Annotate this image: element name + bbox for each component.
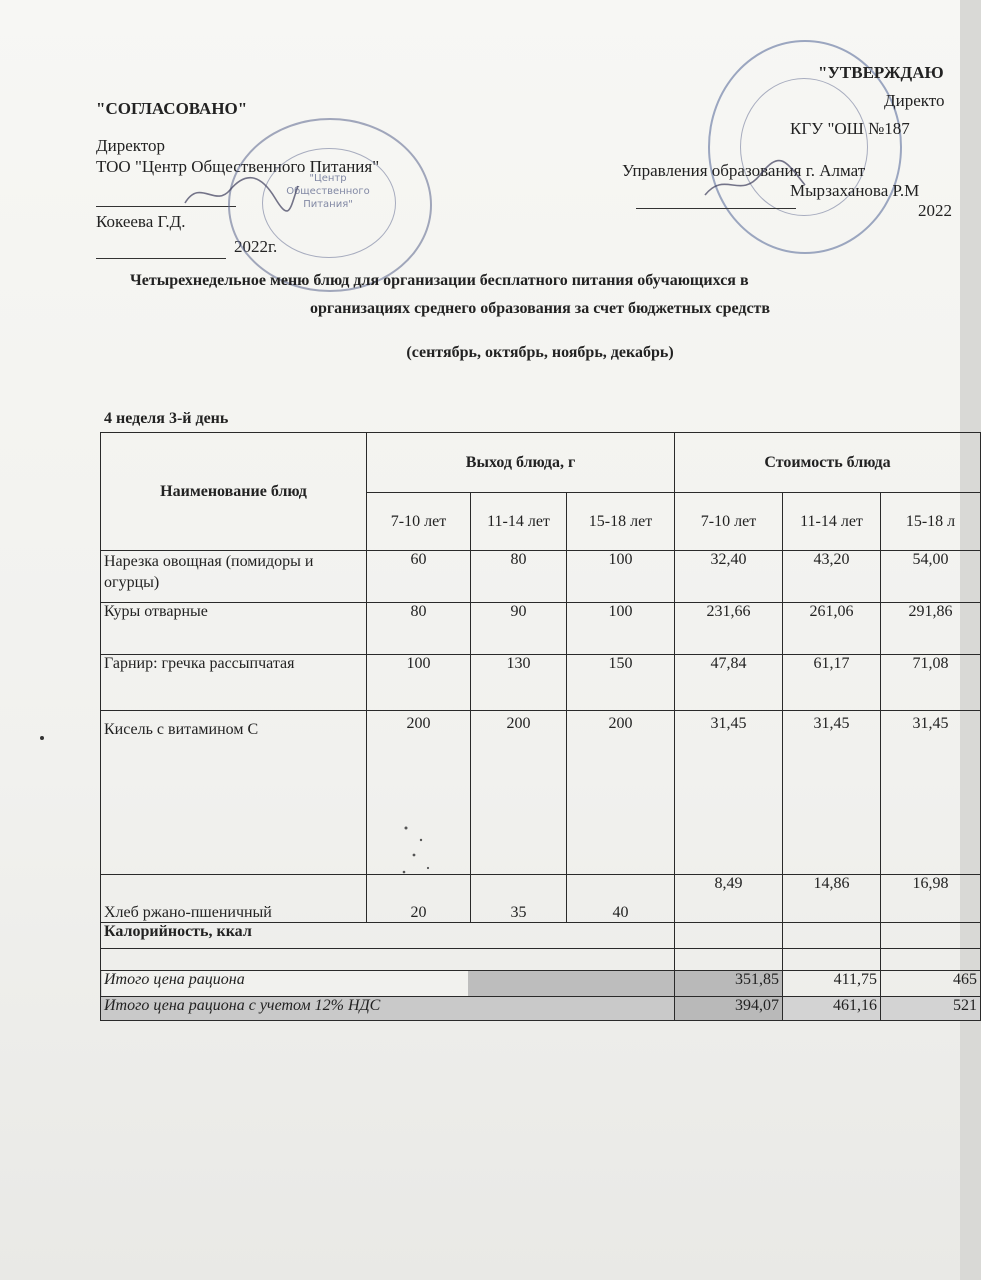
left-signatory-name: Кокеева Г.Д.	[96, 212, 186, 231]
cell-value: 130	[471, 655, 567, 711]
calories-label: Калорийность, ккал	[101, 923, 675, 949]
right-signatory-name: Мырзаханова Р.М	[790, 181, 920, 200]
table-row	[101, 551, 981, 603]
cell-empty	[675, 949, 783, 971]
cell-value: 261,06	[783, 603, 881, 655]
cell-value: 32,40	[675, 551, 783, 603]
title-line-3: (сентябрь, октябрь, ноябрь, декабрь)	[406, 344, 674, 361]
ink-dot	[40, 736, 44, 740]
cell-value: 31,45	[881, 711, 981, 875]
cell-value: 200	[367, 711, 471, 875]
cell-value: 80	[367, 603, 471, 655]
dish-name: Хлеб ржано-пшеничный	[101, 875, 367, 923]
cell-value: 200	[567, 711, 675, 875]
calories-row	[101, 923, 981, 949]
cell-empty	[675, 923, 783, 949]
title-line-2: организациях среднего образования за счет бюджетных средств	[309, 300, 771, 317]
right-year: 2022	[918, 201, 952, 220]
dish-name: Нарезка овощная (помидоры и огурцы)	[101, 551, 367, 603]
cell-value: 90	[471, 603, 567, 655]
cell-value: 61,17	[783, 655, 881, 711]
vat-row	[101, 997, 981, 1021]
cell-value: 291,86	[881, 603, 981, 655]
cell-value: 100	[567, 551, 675, 603]
menu-table	[100, 432, 981, 1021]
cell-value: 47,84	[675, 655, 783, 711]
table-row	[101, 711, 981, 875]
ink-specks	[396, 820, 446, 880]
cell-value: 16,98	[881, 875, 981, 923]
age-header: 11-14 лет	[783, 493, 881, 551]
cell-value: 43,20	[783, 551, 881, 603]
total-row	[101, 971, 981, 997]
spacer-row	[101, 949, 981, 971]
age-header: 15-18 лет	[567, 493, 675, 551]
title-line-1: Четырехнедельное меню блюд для организации бесплатного питания обучающихся в	[130, 272, 749, 289]
total-label: Итого цена рациона	[101, 971, 675, 997]
total-value: 411,75	[783, 971, 881, 997]
approved-heading: "УТВЕРЖДАЮ	[818, 63, 944, 82]
dish-name: Гарнир: гречка рассыпчатая	[101, 655, 367, 711]
cell-value: 150	[567, 655, 675, 711]
cell-value: 231,66	[675, 603, 783, 655]
dish-name: Кисель с витамином С	[101, 711, 367, 875]
right-organization: КГУ "ОШ №187	[790, 119, 910, 138]
age-header: 11-14 лет	[471, 493, 567, 551]
vat-value: 461,16	[783, 997, 881, 1021]
cell-value: 35	[471, 875, 567, 923]
cell-value: 100	[367, 655, 471, 711]
col-header-name: Наименование блюд	[101, 433, 367, 551]
cell-empty	[881, 949, 981, 971]
right-department: Управления образования г. Алмат	[622, 161, 866, 180]
agreed-heading: "СОГЛАСОВАНО"	[96, 99, 248, 118]
cell-empty	[783, 949, 881, 971]
table-header-row	[101, 433, 981, 493]
right-signature	[700, 150, 810, 210]
vat-value: 521	[881, 997, 981, 1021]
age-header: 7-10 лет	[367, 493, 471, 551]
table-row	[101, 655, 981, 711]
left-signature	[180, 168, 300, 218]
day-label: 4 неделя 3-й день	[104, 410, 229, 427]
cell-value: 60	[367, 551, 471, 603]
left-year: 2022г.	[234, 237, 278, 256]
left-organization: ТОО "Центр Общественного Питания"	[96, 157, 380, 176]
left-date-line	[96, 258, 226, 259]
cell-value: 8,49	[675, 875, 783, 923]
cell-empty	[881, 923, 981, 949]
dish-name: Куры отварные	[101, 603, 367, 655]
age-header: 15-18 л	[881, 493, 981, 551]
cell-value: 100	[567, 603, 675, 655]
left-position: Директор	[96, 136, 165, 155]
total-value: 351,85	[675, 971, 783, 997]
total-value: 465	[881, 971, 981, 997]
cell-value: 31,45	[783, 711, 881, 875]
age-header: 7-10 лет	[675, 493, 783, 551]
cell-value: 40	[567, 875, 675, 923]
cell-value: 71,08	[881, 655, 981, 711]
table-row	[101, 603, 981, 655]
cell-value: 200	[471, 711, 567, 875]
cell-value: 14,86	[783, 875, 881, 923]
cell-empty	[783, 923, 881, 949]
left-stamp-text: "Центр Общественного Питания"	[286, 173, 370, 210]
vat-value: 394,07	[675, 997, 783, 1021]
cell-empty	[101, 949, 675, 971]
right-position: Директо	[884, 91, 945, 110]
col-group-cost: Стоимость блюда	[675, 433, 981, 493]
table-row	[101, 875, 981, 923]
cell-value: 54,00	[881, 551, 981, 603]
cell-value: 80	[471, 551, 567, 603]
cell-value: 20	[367, 875, 471, 923]
col-group-output: Выход блюда, г	[367, 433, 675, 493]
vat-label: Итого цена рациона с учетом 12% НДС	[101, 997, 675, 1021]
cell-value: 31,45	[675, 711, 783, 875]
